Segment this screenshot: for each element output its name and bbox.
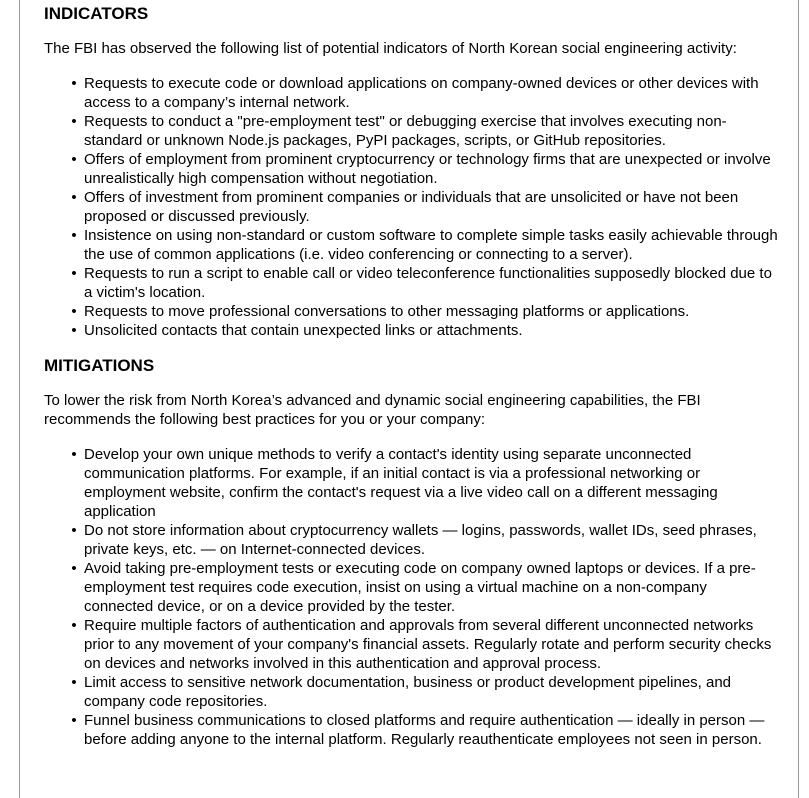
indicators-heading: INDICATORS [44, 4, 149, 23]
list-item-text: Requests to move professional conversations to other messaging platforms or applications. [84, 303, 690, 320]
bullet-icon: • [71, 151, 77, 168]
list-item [44, 74, 779, 112]
list-item [44, 673, 779, 711]
bullet-icon: • [71, 617, 77, 634]
list-item-text: Avoid taking pre-employment tests or executing code on company owned laptops or devices. If a pre-employment test requires code execution, insist on using a virtual machine on a non-company connected device, or on a device provided by the tester. [84, 560, 756, 615]
mitigations-list [44, 445, 779, 749]
bullet-icon: • [71, 522, 77, 539]
list-item [44, 559, 779, 616]
document-content [44, 4, 779, 749]
bullet-icon: • [71, 674, 77, 691]
list-item-text: Offers of investment from prominent companies or individuals that are unsolicited or have not been proposed or discussed previously. [84, 189, 739, 225]
bullet-icon: • [71, 227, 77, 244]
list-item-text: Insistence on using non-standard or custom software to complete simple tasks easily achievable through the use of common applications (i.e. video conferencing or connecting to a server). [84, 227, 778, 263]
list-item [44, 521, 779, 559]
list-item-text: Requests to conduct a "pre-employment test" or debugging exercise that involves executing non-standard or unknown Node.js packages, PyPI packages, scripts, or GitHub repositories. [84, 113, 727, 149]
list-item [44, 188, 779, 226]
bullet-icon: • [71, 265, 77, 282]
mitigations-intro: To lower the risk from North Korea’s advanced and dynamic social engineering capabilities, the FBI recommends the following best practices for you or your company: [44, 392, 701, 428]
indicators-list [44, 74, 779, 340]
list-item-text: Require multiple factors of authentication and approvals from several different unconnected networks prior to any movement of your company's financial assets. Regularly rotate and perform security checks on devices and networks involved in this authentication and approval process. [84, 617, 772, 672]
list-item [44, 445, 779, 521]
bullet-icon: • [71, 322, 77, 339]
list-item-text: Requests to execute code or download applications on company-owned devices or other devices with access to a company’s internal network. [84, 75, 759, 111]
list-item [44, 616, 779, 673]
bullet-icon: • [71, 303, 77, 320]
list-item [44, 264, 779, 302]
bullet-icon: • [71, 712, 77, 729]
bullet-icon: • [71, 113, 77, 130]
mitigations-heading: MITIGATIONS [44, 356, 155, 375]
list-item [44, 226, 779, 264]
list-item [44, 321, 779, 340]
list-item-text: Limit access to sensitive network documentation, business or product development pipelines, and company code repositories. [84, 674, 732, 710]
bullet-icon: • [71, 189, 77, 206]
bullet-icon: • [71, 560, 77, 577]
bullet-icon: • [71, 446, 77, 463]
list-item [44, 112, 779, 150]
list-item-text: Unsolicited contacts that contain unexpected links or attachments. [84, 322, 523, 339]
list-item [44, 150, 779, 188]
list-item-text: Requests to run a script to enable call or video teleconference functionalities supposedly blocked due to a victim's location. [84, 265, 772, 301]
list-item-text: Do not store information about cryptocurrency wallets — logins, passwords, wallet IDs, seed phrases, private keys, etc. — on Internet-connected devices. [84, 522, 757, 558]
list-item-text: Offers of employment from prominent cryptocurrency or technology firms that are unexpected or involve unrealistically high compensation without negotiation. [84, 151, 771, 187]
list-item-text: Funnel business communications to closed platforms and require authentication — ideally in person — before adding anyone to the internal platform. Regularly reauthenticate employees not seen in person. [84, 712, 765, 748]
bullet-icon: • [71, 75, 77, 92]
list-item [44, 302, 779, 321]
list-item [44, 711, 779, 749]
list-item-text: Develop your own unique methods to verify a contact's identity using separate unconnected communication platforms. For example, if an initial contact is via a professional networking or employment website, confirm the contact's request via a live video call on a different messaging application [84, 446, 718, 520]
indicators-intro: The FBI has observed the following list of potential indicators of North Korean social engineering activity: [44, 40, 737, 57]
